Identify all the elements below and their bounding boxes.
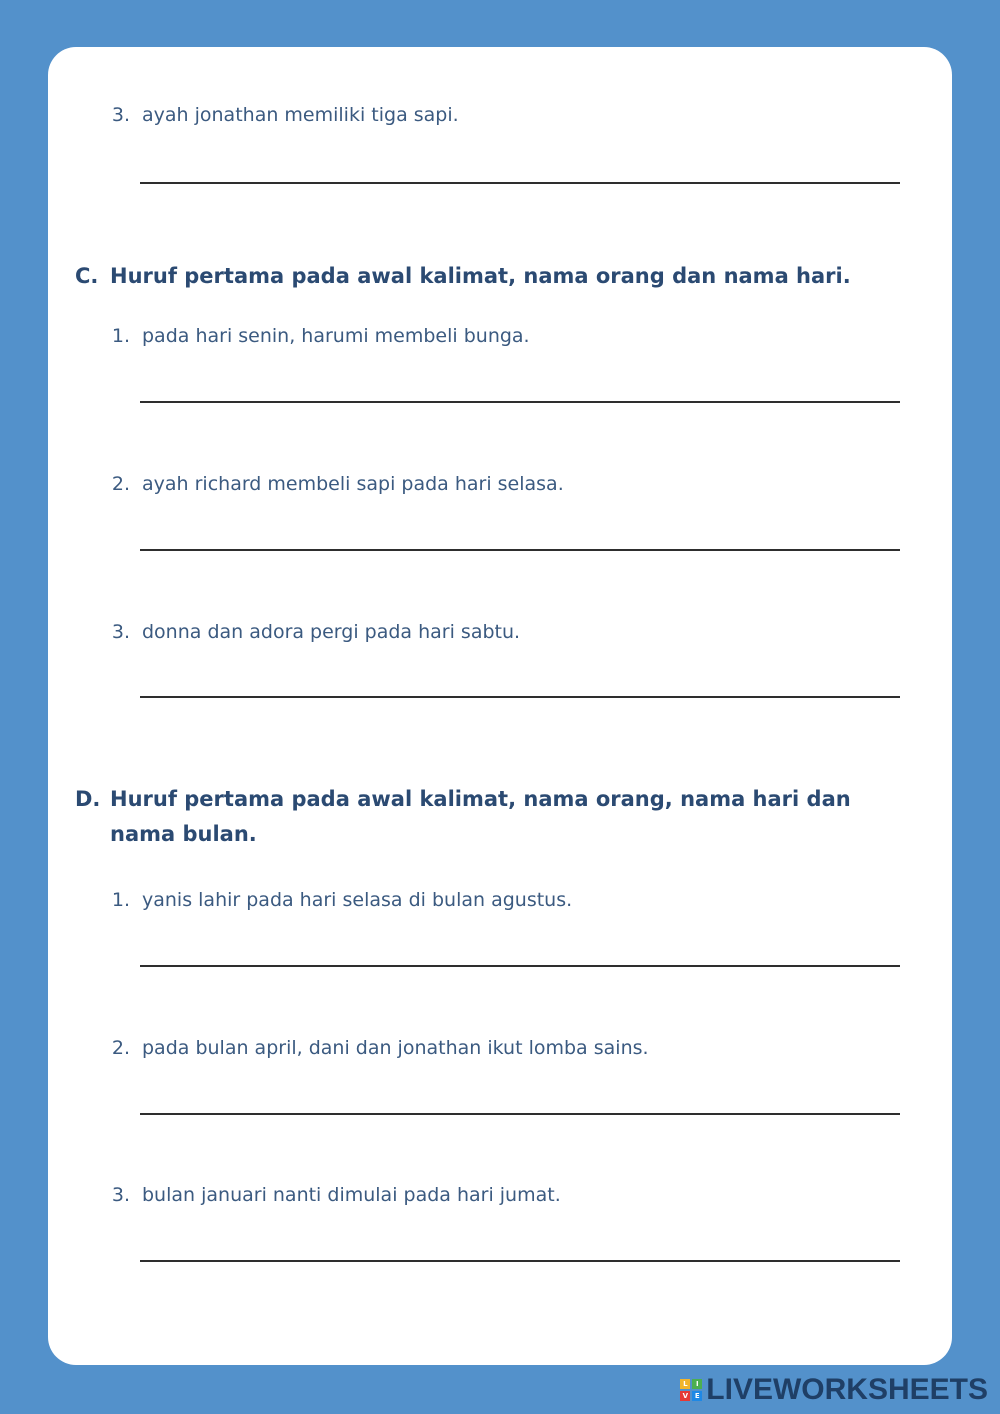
- liveworksheets-logo-icon: [680, 1379, 702, 1401]
- question-sentence: pada hari senin, harumi membeli bunga.: [142, 325, 530, 347]
- question-sentence: ayah jonathan memiliki tiga sapi.: [142, 104, 459, 126]
- question-sentence: donna dan adora pergi pada hari sabtu.: [142, 621, 521, 643]
- logo-tile: L: [680, 1379, 690, 1389]
- answer-input-c3[interactable]: [140, 668, 900, 698]
- question-sentence: ayah richard membeli sapi pada hari selasa.: [142, 473, 564, 495]
- question-sentence: bulan januari nanti dimulai pada hari jumat.: [142, 1184, 561, 1206]
- question-number: 2.: [111, 473, 130, 495]
- section-letter: D.: [75, 787, 101, 811]
- answer-input-c1[interactable]: [140, 373, 900, 403]
- logo-tile: I: [692, 1379, 702, 1389]
- question-number: 3.: [111, 104, 130, 126]
- worksheet-card: [48, 47, 952, 1365]
- question-number: 2.: [111, 1037, 130, 1059]
- answer-input-b3[interactable]: [140, 154, 900, 184]
- logo-tile: V: [680, 1391, 690, 1401]
- question-number: 1.: [111, 889, 130, 911]
- answer-input-c2[interactable]: [140, 521, 900, 551]
- question-sentence: yanis lahir pada hari selasa di bulan agustus.: [142, 889, 573, 911]
- section-letter: C.: [75, 264, 99, 288]
- liveworksheets-brand: [680, 1373, 988, 1407]
- answer-input-d1[interactable]: [140, 937, 900, 967]
- question-number: 3.: [111, 1184, 130, 1206]
- answer-input-d2[interactable]: [140, 1085, 900, 1115]
- section-d-heading: [75, 782, 905, 852]
- question-number: 1.: [111, 325, 130, 347]
- answer-input-d3[interactable]: [140, 1232, 900, 1262]
- section-title: Huruf pertama pada awal kalimat, nama orang dan nama hari.: [110, 264, 851, 288]
- question-number: 3.: [111, 621, 130, 643]
- section-title: Huruf pertama pada awal kalimat, nama orang, nama hari dan nama bulan.: [110, 787, 851, 846]
- section-c-heading: [75, 259, 905, 294]
- question-sentence: pada bulan april, dani dan jonathan ikut lomba sains.: [142, 1037, 649, 1059]
- brand-name: LIVEWORKSHEETS: [706, 1373, 988, 1406]
- logo-tile: E: [692, 1391, 702, 1401]
